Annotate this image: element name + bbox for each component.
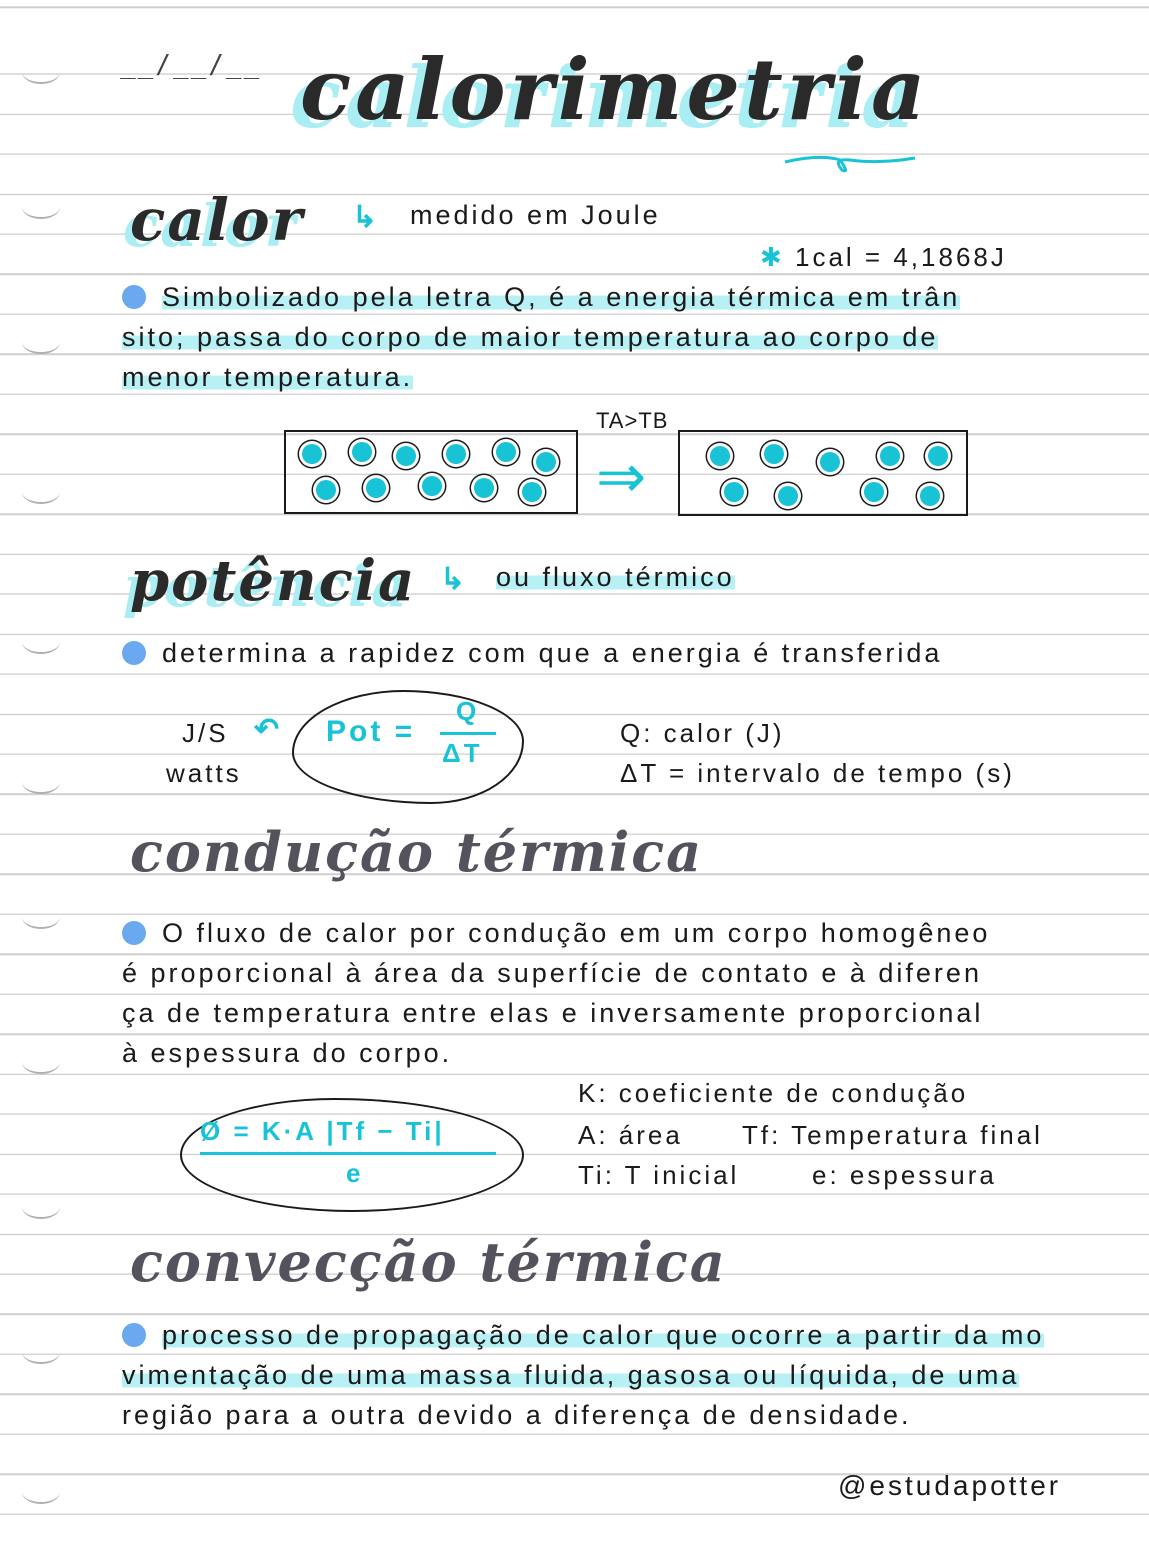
- bullet-icon: [122, 1323, 146, 1347]
- calor-subtitle: medido em Joule: [410, 200, 661, 230]
- conducao-line-2: [122, 958, 982, 989]
- calor-text-2: sito; passa do corpo de maior temperatura ao corpo de: [122, 322, 939, 352]
- potencia-text: determina a rapidez com que a energia é transferida: [162, 638, 943, 668]
- binder-holes: [0, 0, 80, 1547]
- particle-icon: [366, 478, 386, 498]
- conducao-text-3: ça de temperatura entre elas e inversamente proporcional: [122, 998, 984, 1028]
- conduction-formula-denominator: e: [346, 1158, 364, 1188]
- binder-hole: [22, 630, 60, 654]
- legend-e: e: espessura: [812, 1160, 997, 1190]
- title-flourish: [780, 140, 920, 180]
- conducao-text-1: O fluxo de calor por condução em um corpo homogêneo: [162, 918, 991, 948]
- particle-icon: [522, 482, 542, 502]
- power-fraction-bar: [440, 732, 496, 735]
- binder-hole: [22, 60, 60, 84]
- binder-hole: [22, 480, 60, 504]
- conducao-line-3: [122, 998, 983, 1029]
- calor-line-2: [122, 322, 938, 353]
- hook-arrow-icon: ↳: [440, 563, 466, 596]
- binder-hole: [22, 1340, 60, 1364]
- conveccao-text-2: vimentação de uma massa fluida, gasosa ou líquida, de uma: [122, 1360, 1020, 1390]
- particle-icon: [880, 446, 900, 466]
- curved-arrow-icon: ↶: [254, 713, 280, 746]
- particle-icon: [446, 444, 466, 464]
- particle-icon: [864, 482, 884, 502]
- date-field: __/__/__: [120, 50, 262, 80]
- cal-conversion-note: [760, 242, 1007, 273]
- potencia-subtitle: [496, 562, 735, 593]
- conveccao-heading: convecção térmica: [130, 1230, 727, 1294]
- potencia-heading: potência: [130, 548, 417, 614]
- bullet-icon: [122, 285, 146, 309]
- conducao-line-1: [122, 918, 990, 949]
- particle-icon: [710, 446, 730, 466]
- conducao-heading: condução térmica: [130, 820, 704, 884]
- calor-line-1: [122, 282, 960, 313]
- power-formula-numerator: Q: [456, 696, 480, 726]
- binder-hole: [22, 1480, 60, 1504]
- particle-icon: [778, 486, 798, 506]
- calor-heading: calor: [130, 186, 305, 254]
- unit-watts: watts: [166, 758, 242, 788]
- particle-icon: [920, 486, 940, 506]
- particle-icon: [536, 452, 556, 472]
- binder-hole: [22, 770, 60, 794]
- power-formula-lhs: Pot =: [326, 715, 416, 748]
- particle-icon: [928, 446, 948, 466]
- legend-q: Q: calor (J): [620, 718, 785, 748]
- conveccao-line-2: [122, 1360, 1019, 1391]
- calor-text-3: menor temperatura.: [122, 362, 414, 392]
- transfer-arrow-icon: ⇒: [596, 443, 647, 510]
- binder-hole: [22, 1050, 60, 1074]
- conveccao-text-3: região para a outra devido a diferença de densidade.: [122, 1400, 912, 1430]
- bullet-icon: [122, 921, 146, 945]
- binder-hole: [22, 1195, 60, 1219]
- binder-hole: [22, 330, 60, 354]
- conduction-formula-numerator: Ø = K·A |Tf − Ti|: [200, 1116, 445, 1146]
- particle-icon: [724, 482, 744, 502]
- particle-icon: [474, 478, 494, 498]
- author-signature: @estudapotter: [838, 1470, 1062, 1501]
- star-icon: ✱: [760, 242, 796, 272]
- page-title: calorimetria: [300, 40, 930, 139]
- conducao-text-2: é proporcional à área da superfície de contato e à diferen: [122, 958, 982, 988]
- temperature-comparison-label: TA>TB: [596, 408, 669, 433]
- particle-icon: [764, 444, 784, 464]
- legend-k: K: coeficiente de condução: [578, 1078, 969, 1108]
- conduction-fraction-bar: [200, 1152, 496, 1155]
- cal-conversion-text: 1cal = 4,1868J: [795, 242, 1007, 272]
- calor-line-3: [122, 362, 413, 393]
- bullet-icon: [122, 641, 146, 665]
- particle-icon: [302, 444, 322, 464]
- cold-body-box: [678, 430, 968, 516]
- conveccao-line-1: [122, 1320, 1044, 1351]
- particle-icon: [396, 446, 416, 466]
- particle-icon: [496, 442, 516, 462]
- legend-ti: Ti: T inicial: [578, 1160, 740, 1190]
- particle-icon: [316, 480, 336, 500]
- legend-delta-t: ΔT = intervalo de tempo (s): [620, 758, 1015, 788]
- unit-js: J/S: [182, 718, 229, 748]
- hot-body-box: [284, 430, 578, 514]
- hook-arrow-icon: ↳: [352, 201, 378, 234]
- particle-icon: [422, 476, 442, 496]
- conveccao-text-1: processo de propagação de calor que ocorre a partir da mo: [162, 1320, 1045, 1350]
- conducao-line-4: [122, 1038, 452, 1069]
- conducao-text-4: à espessura do corpo.: [122, 1038, 453, 1068]
- potencia-subtitle-text: ou fluxo térmico: [496, 562, 735, 592]
- binder-hole: [22, 195, 60, 219]
- legend-a: A: área: [578, 1120, 683, 1150]
- potencia-line: [122, 638, 942, 669]
- particle-icon: [352, 442, 372, 462]
- calor-text-1: Simbolizado pela letra Q, é a energia térmica em trân: [162, 282, 961, 312]
- legend-tf: Tf: Temperatura final: [742, 1120, 1043, 1150]
- binder-hole: [22, 905, 60, 929]
- particle-icon: [820, 452, 840, 472]
- conveccao-line-3: [122, 1400, 911, 1431]
- power-formula-denominator: ΔT: [442, 738, 483, 768]
